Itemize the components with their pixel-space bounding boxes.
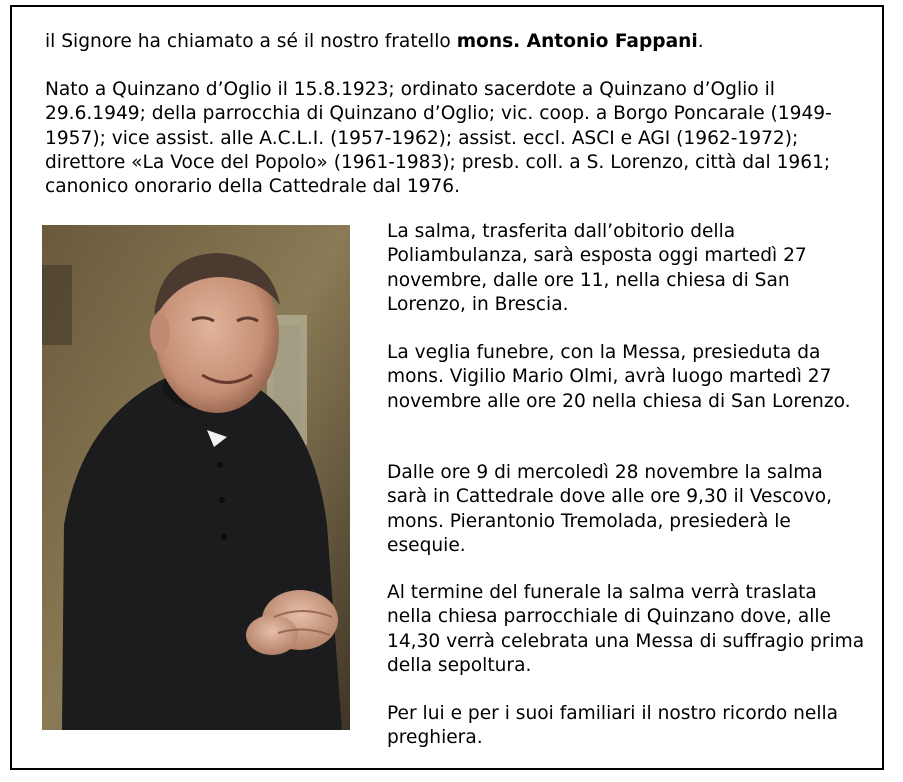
paragraph-funeral: Dalle ore 9 di mercoledì 28 novembre la salma sarà in Cattedrale dove alle ore 9,30 il Vescovo, mons. Pierantonio Tremolada, presiederà le esequie. [387,462,833,556]
intro-end: . [697,31,704,52]
intro-line [45,30,865,54]
paragraph-viewing: La salma, trasferita dall’obitorio della Poliambulanza, sarà esposta oggi martedì 27 novembre, dalle ore 11, nella chiesa di San Lorenzo, in Brescia. [387,221,807,315]
paragraph-remembrance: Per lui e per i suoi familiari il nostro ricordo nella preghiera. [387,703,839,749]
biography-paragraph: Nato a Quinzano d’Oglio il 15.8.1923; ordinato sacerdote a Quinzano d’Oglio il 29.6.1949; della parrocchia di Quinzano d’Oglio; vic. coop. a Borgo Poncarale (1949-1957); vice assist. alle A.C.L.I. (1957-1962); assist. eccl. ASCI e AGI (1962-1972); direttore «La Voce del Popolo» (1961-1983); presb. coll. a S. Lorenzo, città dal 1961; canonico onorario della Cattedrale dal 1976. [45,79,832,198]
intro-lead: il Signore ha chiamato a sé il nostro fratello [45,31,457,52]
paragraph-burial: Al termine del funerale la salma verrà traslata nella chiesa parrocchiale di Quinzano dove, alle 14,30 verrà celebrata una Messa di suffragio prima della sepoltura. [387,582,865,676]
portrait-photo [42,225,350,730]
paragraph-vigil: La veglia funebre, con la Messa, presieduta da mons. Vigilio Mario Olmi, avrà luogo martedì 27 novembre alle ore 20 nella chiesa di San Lorenzo. [387,342,851,412]
deceased-name: mons. Antonio Fappani [456,31,698,52]
